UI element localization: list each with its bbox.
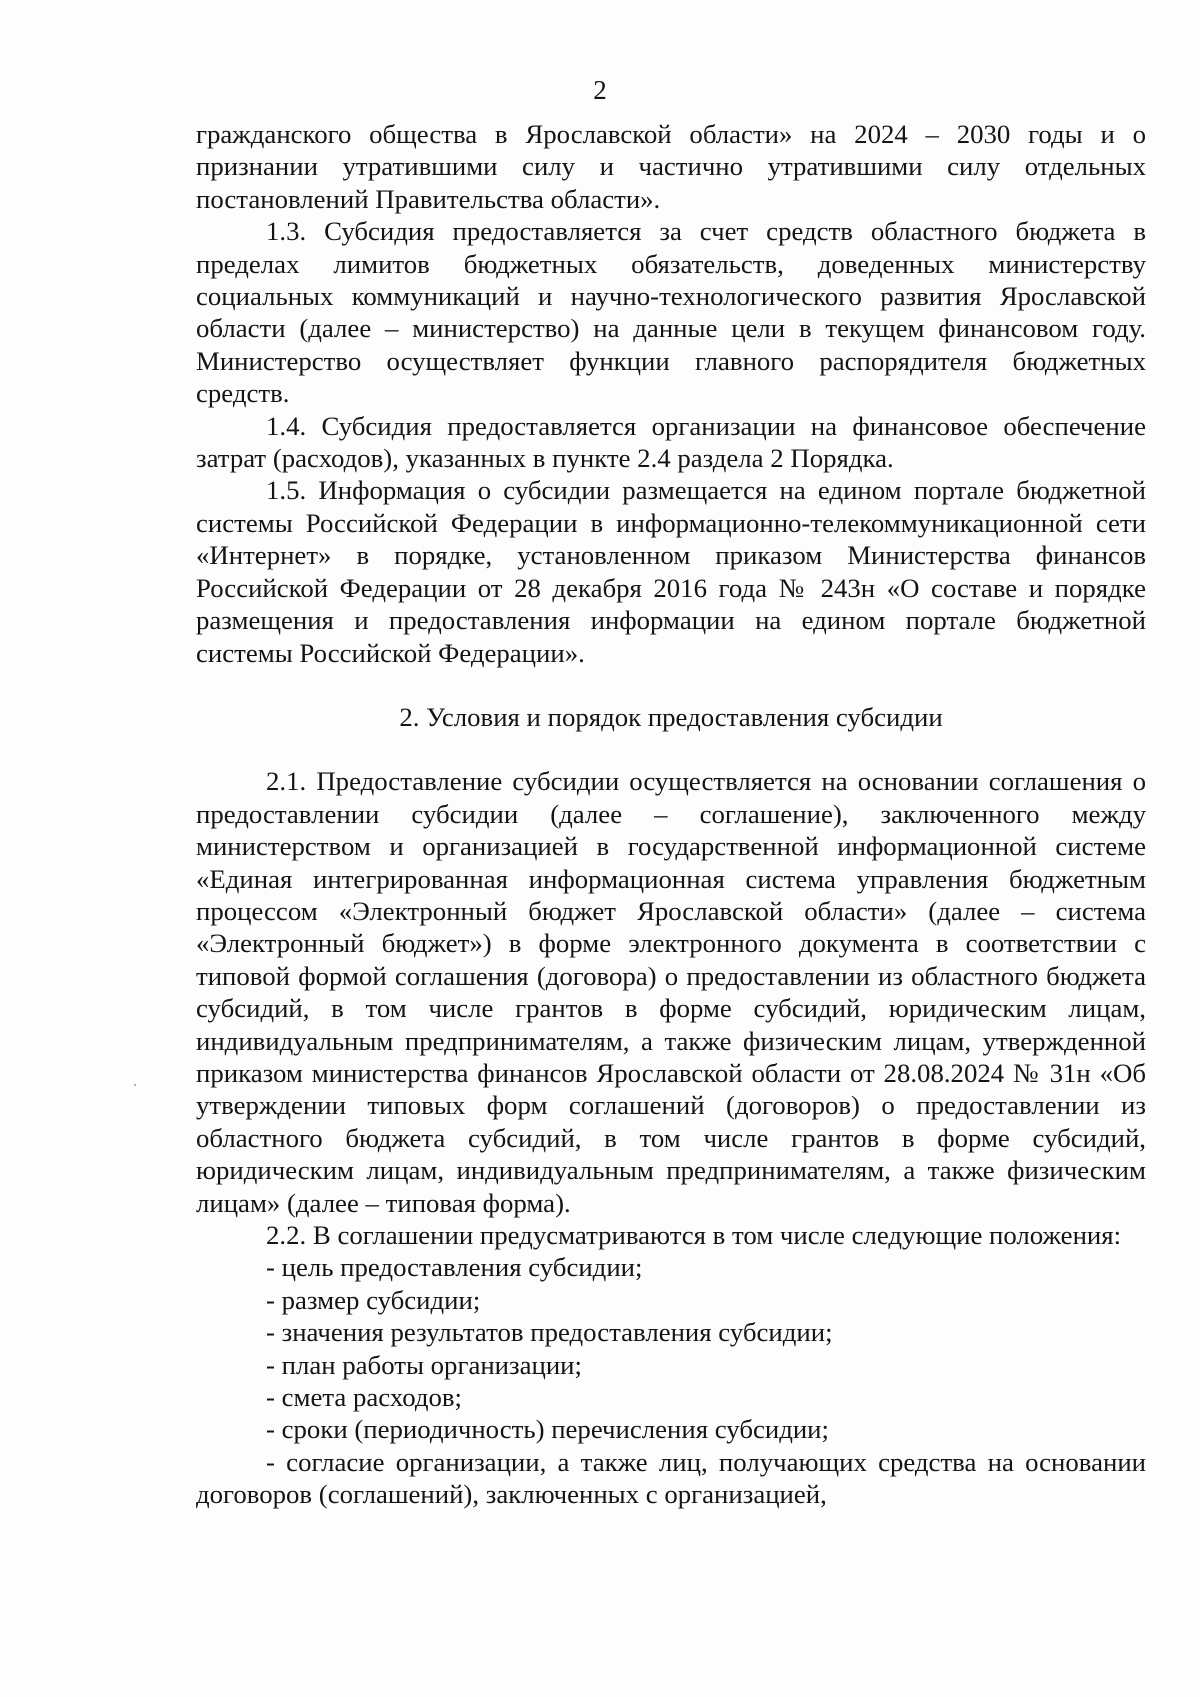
list-item: - размер субсидии;: [266, 1284, 481, 1315]
scan-speck: [134, 1084, 136, 1086]
paragraph-1-4: 1.4. Субсидия предоставляется организации на финансовое обеспечение затрат (расходов), указанных в пункте 2.4 раздела 2 Порядка.: [196, 410, 1146, 474]
list-item: - смета расходов;: [266, 1382, 462, 1413]
section-2-heading: 2. Условия и порядок предоставления субсидии: [399, 701, 943, 732]
paragraph-2-1: 2.1. Предоставление субсидии осуществляется на основании соглашения о предоставлении субсидии (далее – соглашение), заключенного между министерством и организацией в государственной информационной системе «Единая интегрированная информационная система управления бюджетным процессом «Электронный бюджет Ярославской области» (далее – система «Электронный бюджет») в форме электронного документа в соответствии с типовой формой соглашения (договора) о предоставлении из областного бюджета субсидий, в том числе грантов в форме субсидий, юридическим лицам, индивидуальным предпринимателям, а также физическим лицам, утвержденной приказом министерства финансов Ярославской области от 28.08.2024 № 31н «Об утверждении типовых форм соглашений (договоров) о предоставлении из областного бюджета субсидий, в том числе грантов в форме субсидий, юридическим лицам, индивидуальным предпринимателям, а также физическим лицам» (далее – типовая форма).: [196, 766, 1146, 1218]
provisions-list: [196, 1251, 1146, 1510]
list-item: - цель предоставления субсидии;: [266, 1252, 643, 1283]
paragraph-1-5: 1.5. Информация о субсидии размещается на едином портале бюджетной системы Российской Федерации в информационно-телекоммуникационной сети «Интернет» в порядке, установленном приказом Министерства финансов Российской Федерации от 28 декабря 2016 года № 243н «О составе и порядке размещения и предоставления информации на едином портале бюджетной системы Российской Федерации».: [196, 475, 1146, 668]
list-item: - сроки (периодичность) перечисления субсидии;: [266, 1414, 829, 1445]
paragraph-continuation: гражданского общества в Ярославской области» на 2024 – 2030 годы и о признании утратившими силу и частично утратившими силу отдельных постановлений Правительства области».: [196, 119, 1146, 214]
paragraph-2-2: 2.2. В соглашении предусматриваются в том числе следующие положения:: [266, 1220, 1122, 1250]
list-item: - согласие организации, а также лиц, получающих средства на основании договоров (соглашений), заключенных с организацией,: [196, 1446, 1146, 1510]
document-body: [196, 118, 1146, 1511]
list-item: - план работы организации;: [266, 1349, 582, 1380]
page-number: 2: [593, 75, 607, 105]
list-item: - значения результатов предоставления субсидии;: [266, 1317, 833, 1348]
paragraph-1-3: 1.3. Субсидия предоставляется за счет средств областного бюджета в пределах лимитов бюджетных обязательств, доведенных министерству социальных коммуникаций и научно-технологического развития Ярославской области (далее – министерство) на данные цели в текущем финансовом году. Министерство осуществляет функции главного распорядителя бюджетных средств.: [196, 216, 1146, 409]
